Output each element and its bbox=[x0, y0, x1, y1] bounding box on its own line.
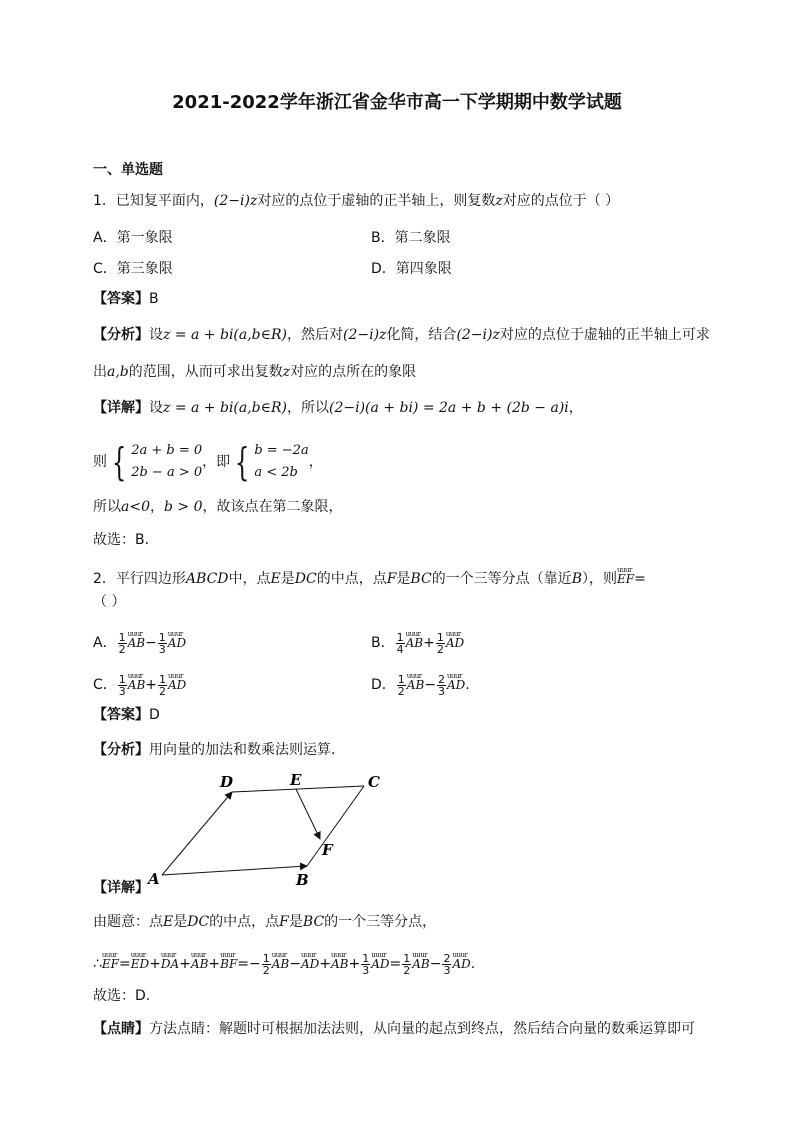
operator: − bbox=[289, 956, 301, 972]
analysis-tag: 【分析】 bbox=[93, 327, 149, 343]
q2-choose: 故选：D. bbox=[93, 988, 151, 1004]
q1-var: z bbox=[495, 193, 503, 209]
denominator: 3 bbox=[362, 963, 370, 977]
denominator: 2 bbox=[159, 684, 166, 698]
q1-conclusion bbox=[93, 497, 342, 517]
math: b > 0 bbox=[163, 499, 203, 515]
analysis-tag: 【分析】 bbox=[93, 742, 149, 758]
numerator: 1 bbox=[362, 951, 370, 965]
answer-tag: 【答案】 bbox=[93, 291, 149, 307]
equation-system-2 bbox=[254, 440, 308, 484]
denominator: 2 bbox=[397, 684, 405, 698]
text: 设 bbox=[149, 400, 163, 416]
q2-given bbox=[93, 912, 436, 932]
text: 的范围，从而可求出复数 bbox=[128, 364, 283, 380]
text: 是 bbox=[280, 571, 295, 587]
label-e: E bbox=[290, 771, 302, 789]
q1-choose: 故选：B． bbox=[93, 532, 159, 548]
vector-da: uuur DA bbox=[161, 943, 179, 979]
math: E bbox=[163, 914, 174, 930]
text: 化简，结合 bbox=[386, 327, 457, 343]
operator: = bbox=[119, 956, 131, 972]
text: 2．平行四边形 bbox=[93, 571, 186, 587]
text: 则 bbox=[93, 454, 107, 470]
numerator: 1 bbox=[396, 630, 404, 644]
operator: + bbox=[145, 677, 157, 693]
math: E bbox=[270, 571, 281, 587]
operator: + bbox=[423, 635, 435, 651]
q1-option-b: B．第二象限 bbox=[371, 230, 451, 246]
operator: + bbox=[348, 956, 361, 972]
text: 是 bbox=[173, 914, 188, 930]
numerator: 2 bbox=[443, 951, 451, 965]
answer-value: D bbox=[149, 707, 160, 723]
math: B bbox=[571, 571, 582, 587]
text: ，所以 bbox=[287, 400, 330, 416]
answer-value: B bbox=[149, 291, 159, 307]
math: z bbox=[282, 364, 291, 380]
vector-ad: uuur AD bbox=[446, 623, 464, 657]
vector-ed: uuur ED bbox=[131, 943, 149, 979]
numerator: 1 bbox=[118, 630, 126, 644]
denominator: 2 bbox=[403, 963, 411, 977]
fraction bbox=[361, 953, 370, 976]
operator: . bbox=[465, 677, 470, 693]
fraction bbox=[158, 674, 167, 697]
math: BC bbox=[410, 571, 432, 587]
equation-system-1 bbox=[131, 440, 202, 484]
detail-tag: 【详解】 bbox=[93, 880, 149, 896]
operator: − bbox=[424, 677, 436, 693]
text: ， bbox=[568, 400, 583, 416]
text: ，故该点在第二象限， bbox=[202, 499, 343, 515]
text: 是 bbox=[288, 914, 303, 930]
equation: 2b − a > 0 bbox=[131, 465, 203, 480]
text: ），则 bbox=[581, 571, 617, 587]
fraction bbox=[262, 953, 271, 976]
text: 的一个三等分点（靠近 bbox=[431, 571, 572, 587]
option-letter: B． bbox=[371, 635, 395, 651]
numerator: 1 bbox=[436, 630, 444, 644]
vector-ab: uuur AB bbox=[406, 623, 423, 657]
q2-analysis bbox=[93, 740, 335, 760]
q1-stem-text: 1．已知复平面内， bbox=[93, 193, 214, 209]
math: DC bbox=[294, 571, 317, 587]
operator: + bbox=[208, 956, 221, 972]
fraction bbox=[397, 674, 406, 697]
denominator: 2 bbox=[262, 963, 270, 977]
document-title: 2021-2022学年浙江省金华市高一下学期期中数学试题 bbox=[172, 92, 622, 113]
operator: + bbox=[179, 956, 191, 972]
math: DC bbox=[187, 914, 210, 930]
equation: 2a + b = 0 bbox=[131, 443, 203, 458]
q1-system bbox=[93, 440, 323, 484]
operator: + bbox=[319, 956, 331, 972]
text: 对应的点所在的象限 bbox=[290, 364, 417, 380]
text: 出 bbox=[93, 364, 107, 380]
numerator: 1 bbox=[397, 672, 405, 686]
therefore-symbol: ∴ bbox=[93, 956, 102, 972]
denominator: 2 bbox=[118, 642, 126, 656]
numerator: 1 bbox=[118, 672, 126, 686]
vector-ab: uuur AB bbox=[331, 943, 348, 979]
math: z = a + bi(a,b∈R) bbox=[163, 327, 288, 343]
left-brace: { bbox=[111, 440, 127, 484]
q2-detail-tag bbox=[93, 878, 149, 898]
q2-option-d bbox=[371, 665, 470, 699]
label-f: F bbox=[322, 841, 333, 859]
vector-ab: uuur AB bbox=[272, 943, 289, 979]
q1-detail bbox=[93, 398, 583, 418]
option-letter: D． bbox=[371, 677, 396, 693]
math: (2−i)z bbox=[343, 327, 387, 343]
label-d: D bbox=[220, 773, 234, 791]
vector-ab: uuur AB bbox=[128, 665, 145, 699]
vector-ef: uuur EF bbox=[102, 943, 119, 979]
text: 中，点 bbox=[228, 571, 271, 587]
q1-option-c: C．第三象限 bbox=[93, 261, 173, 277]
vector-ad: uuur AD bbox=[447, 665, 465, 699]
operator: − bbox=[429, 956, 442, 972]
text: 用向量的加法和数乘法则运算. bbox=[149, 742, 336, 758]
fraction bbox=[118, 632, 127, 655]
text: 所以 bbox=[93, 499, 121, 515]
q2-paren: （ ） bbox=[93, 594, 126, 610]
q1-expr: (2−i)z bbox=[213, 193, 258, 209]
text: ， bbox=[308, 454, 323, 470]
fraction bbox=[158, 632, 167, 655]
text: 的中点，点 bbox=[209, 914, 280, 930]
detail-tag: 【详解】 bbox=[93, 400, 149, 416]
math: a,b bbox=[107, 364, 129, 380]
text: 对应的点位于虚轴的正半轴上可求 bbox=[499, 327, 710, 343]
vector-ab: uuur AB bbox=[191, 943, 208, 979]
vector-ab-arrow bbox=[162, 866, 307, 875]
denominator: 3 bbox=[443, 963, 451, 977]
vector-ad: uuur AD bbox=[301, 943, 319, 979]
vector-ad: uuur AD bbox=[371, 943, 389, 979]
answer-tag: 【答案】 bbox=[93, 707, 149, 723]
fraction bbox=[118, 674, 127, 697]
numerator: 1 bbox=[262, 951, 270, 965]
fraction bbox=[396, 632, 405, 655]
q2-option-b bbox=[371, 623, 464, 657]
operator: = bbox=[389, 956, 402, 972]
denominator: 2 bbox=[436, 642, 444, 656]
text: ，即 bbox=[202, 454, 231, 470]
text: 的中点，点 bbox=[316, 571, 387, 587]
denominator: 3 bbox=[438, 684, 445, 698]
operator: − bbox=[145, 635, 157, 651]
math: a<0 bbox=[121, 499, 150, 515]
q2-tip bbox=[93, 1019, 695, 1039]
denominator: 3 bbox=[118, 684, 126, 698]
q1-option-d: D．第四象限 bbox=[371, 261, 452, 277]
vector-ad-arrow bbox=[162, 792, 232, 875]
vector-ad: uuur AD bbox=[168, 665, 186, 699]
math: ABCD bbox=[185, 571, 229, 587]
operator: − bbox=[249, 956, 261, 972]
math: z = a + bi(a,b∈R) bbox=[163, 400, 288, 416]
vector-ab: uuur AB bbox=[128, 623, 145, 657]
operator: . bbox=[470, 956, 476, 972]
text: ， bbox=[149, 499, 164, 515]
math: F bbox=[386, 571, 397, 587]
vector-ef: uuur EF bbox=[617, 563, 634, 589]
fraction bbox=[436, 632, 445, 655]
q1-stem-text: 对应的点位于虚轴的正半轴上，则复数 bbox=[257, 193, 496, 209]
option-letter: C． bbox=[93, 677, 117, 693]
vector-bf: uuur BF bbox=[220, 943, 237, 979]
section-heading: 一、单选题 bbox=[93, 162, 163, 178]
text: 是 bbox=[396, 571, 411, 587]
q1-answer bbox=[93, 289, 159, 309]
label-a: A bbox=[148, 870, 160, 888]
side-bc bbox=[307, 786, 364, 866]
numerator: 1 bbox=[159, 672, 166, 686]
numerator: 2 bbox=[438, 672, 445, 686]
vector-ad: uuur AD bbox=[168, 623, 186, 657]
numerator: 1 bbox=[158, 630, 166, 644]
q1-stem-text: 对应的点位于（ ） bbox=[502, 193, 620, 209]
math: (2−i)(a + bi) = 2a + b + (2b − a)i bbox=[329, 400, 569, 416]
math: F bbox=[279, 914, 289, 930]
vector-ef-arrow bbox=[296, 789, 320, 839]
label-c: C bbox=[368, 773, 380, 791]
denominator: 4 bbox=[396, 642, 404, 656]
q1-analysis-line1 bbox=[93, 325, 710, 345]
label-b: B bbox=[296, 871, 309, 889]
operator: + bbox=[149, 956, 161, 972]
option-letter: A． bbox=[93, 635, 117, 651]
text: = bbox=[634, 571, 646, 587]
left-brace: { bbox=[234, 440, 250, 484]
text: 由题意：点 bbox=[93, 914, 163, 930]
equation: a < 2b bbox=[254, 465, 298, 480]
q2-option-c bbox=[93, 665, 186, 699]
text: 设 bbox=[149, 327, 163, 343]
vector-ad: uuur AD bbox=[452, 943, 470, 979]
equation: b = −2a bbox=[254, 443, 309, 458]
tip-tag: 【点睛】 bbox=[93, 1021, 149, 1037]
math: (2−i)z bbox=[456, 327, 500, 343]
q2-option-a bbox=[93, 623, 186, 657]
fraction bbox=[402, 953, 411, 976]
parallelogram-figure bbox=[140, 765, 400, 895]
text: ，然后对 bbox=[287, 327, 344, 343]
q2-stem bbox=[93, 563, 646, 589]
denominator: 3 bbox=[158, 642, 166, 656]
text: 的一个三等分点， bbox=[324, 914, 437, 930]
vector-ab: uuur AB bbox=[412, 943, 429, 979]
numerator: 1 bbox=[403, 951, 411, 965]
q1-stem bbox=[93, 191, 619, 211]
q1-analysis-line2 bbox=[93, 362, 416, 382]
q1-option-a: A．第一象限 bbox=[93, 230, 173, 246]
vector-ab: uuur AB bbox=[407, 665, 424, 699]
fraction bbox=[437, 674, 446, 697]
fraction bbox=[442, 953, 451, 976]
q2-answer bbox=[93, 705, 160, 725]
text: 方法点睛：解题时可根据加法法则，从向量的起点到终点，然后结合向量的数乘运算即可 bbox=[149, 1021, 695, 1037]
q2-derivation bbox=[93, 943, 475, 979]
math: BC bbox=[302, 914, 325, 930]
operator: = bbox=[237, 956, 250, 972]
